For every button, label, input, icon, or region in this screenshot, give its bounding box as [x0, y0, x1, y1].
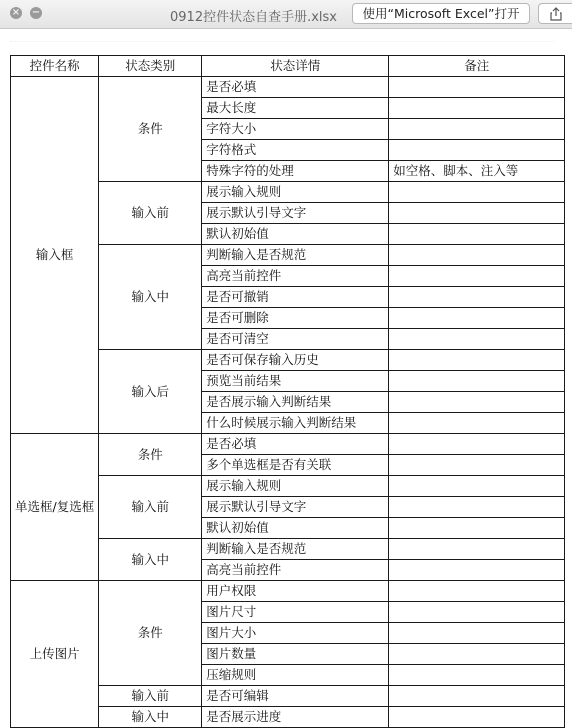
state-detail-cell: 判断输入是否规范 — [202, 539, 389, 560]
note-cell — [389, 644, 565, 665]
state-detail-cell: 高亮当前控件 — [202, 560, 389, 581]
state-detail-cell: 默认初始值 — [202, 518, 389, 539]
note-cell — [389, 392, 565, 413]
control-name-cell: 上传图片 — [11, 581, 99, 728]
close-window-icon[interactable]: × — [11, 7, 21, 18]
state-detail-cell: 展示输入规则 — [202, 182, 389, 203]
state-detail-cell: 图片大小 — [202, 623, 389, 644]
state-detail-cell: 高亮当前控件 — [202, 266, 389, 287]
note-cell — [389, 665, 565, 686]
note-cell — [389, 329, 565, 350]
note-cell — [389, 560, 565, 581]
note-cell — [389, 518, 565, 539]
table-row — [11, 581, 565, 602]
note-cell — [389, 539, 565, 560]
note-cell — [389, 140, 565, 161]
state-category-cell: 输入后 — [99, 350, 202, 434]
header-note: 备注 — [389, 56, 565, 77]
note-cell — [389, 77, 565, 98]
state-detail-cell: 是否展示输入判断结果 — [202, 392, 389, 413]
state-detail-cell: 默认初始值 — [202, 224, 389, 245]
state-category-cell: 条件 — [99, 581, 202, 686]
state-category-cell: 输入前 — [99, 686, 202, 707]
window-titlebar — [0, 0, 572, 29]
header-control-name: 控件名称 — [11, 56, 99, 77]
state-category-cell: 输入前 — [99, 182, 202, 245]
note-cell — [389, 245, 565, 266]
spreadsheet-preview[interactable] — [0, 29, 572, 726]
state-detail-cell: 是否必填 — [202, 77, 389, 98]
state-detail-cell: 是否必填 — [202, 434, 389, 455]
note-cell — [389, 287, 565, 308]
note-cell — [389, 434, 565, 455]
note-cell — [389, 224, 565, 245]
state-category-cell: 输入中 — [99, 245, 202, 350]
minimize-window-icon[interactable]: − — [31, 7, 41, 18]
state-category-cell: 输入中 — [99, 539, 202, 581]
state-category-cell: 输入前 — [99, 476, 202, 539]
note-cell — [389, 623, 565, 644]
state-category-cell: 条件 — [99, 77, 202, 182]
state-detail-cell: 是否可编辑 — [202, 686, 389, 707]
state-detail-cell: 是否可撤销 — [202, 287, 389, 308]
state-detail-cell: 多个单选框是否有关联 — [202, 455, 389, 476]
control-name-cell: 单选框/复选框 — [11, 434, 99, 581]
header-state-detail: 状态详情 — [202, 56, 389, 77]
state-detail-cell: 是否展示进度 — [202, 707, 389, 728]
header-row — [11, 56, 565, 77]
table-row — [11, 434, 565, 455]
control-state-table — [10, 55, 565, 728]
note-cell — [389, 98, 565, 119]
state-detail-cell: 图片尺寸 — [202, 602, 389, 623]
open-with-excel-button[interactable]: 使用“Microsoft Excel”打开 — [352, 3, 530, 24]
state-detail-cell: 展示输入规则 — [202, 476, 389, 497]
state-detail-cell: 是否可清空 — [202, 329, 389, 350]
note-cell — [389, 182, 565, 203]
state-detail-cell: 什么时候展示输入判断结果 — [202, 413, 389, 434]
note-cell — [389, 602, 565, 623]
header-state-category: 状态类别 — [99, 56, 202, 77]
note-cell — [389, 308, 565, 329]
state-detail-cell: 特殊字符的处理 — [202, 161, 389, 182]
note-cell — [389, 707, 565, 728]
note-cell — [389, 476, 565, 497]
window-title: 0912控件状态自查手册.xlsx — [170, 10, 337, 25]
state-detail-cell: 字符格式 — [202, 140, 389, 161]
state-detail-cell: 是否可删除 — [202, 308, 389, 329]
state-detail-cell: 图片数量 — [202, 644, 389, 665]
note-cell — [389, 497, 565, 518]
state-category-cell: 输入中 — [99, 707, 202, 728]
note-cell — [389, 413, 565, 434]
note-cell — [389, 266, 565, 287]
state-detail-cell: 用户权限 — [202, 581, 389, 602]
state-detail-cell: 压缩规则 — [202, 665, 389, 686]
note-cell — [389, 203, 565, 224]
state-category-cell: 条件 — [99, 434, 202, 476]
state-detail-cell: 最大长度 — [202, 98, 389, 119]
table-row — [11, 77, 565, 98]
note-cell — [389, 686, 565, 707]
state-detail-cell: 是否可保存输入历史 — [202, 350, 389, 371]
state-detail-cell: 展示默认引导文字 — [202, 497, 389, 518]
control-name-cell: 输入框 — [11, 77, 99, 434]
state-detail-cell: 展示默认引导文字 — [202, 203, 389, 224]
note-cell — [389, 455, 565, 476]
note-cell: 如空格、脚本、注入等 — [389, 161, 565, 182]
note-cell — [389, 350, 565, 371]
share-button[interactable] — [538, 3, 572, 24]
state-detail-cell: 预览当前结果 — [202, 371, 389, 392]
note-cell — [389, 581, 565, 602]
state-detail-cell: 字符大小 — [202, 119, 389, 140]
share-icon — [549, 7, 563, 21]
state-detail-cell: 判断输入是否规范 — [202, 245, 389, 266]
note-cell — [389, 371, 565, 392]
blank-sheet-row — [10, 41, 554, 56]
note-cell — [389, 119, 565, 140]
